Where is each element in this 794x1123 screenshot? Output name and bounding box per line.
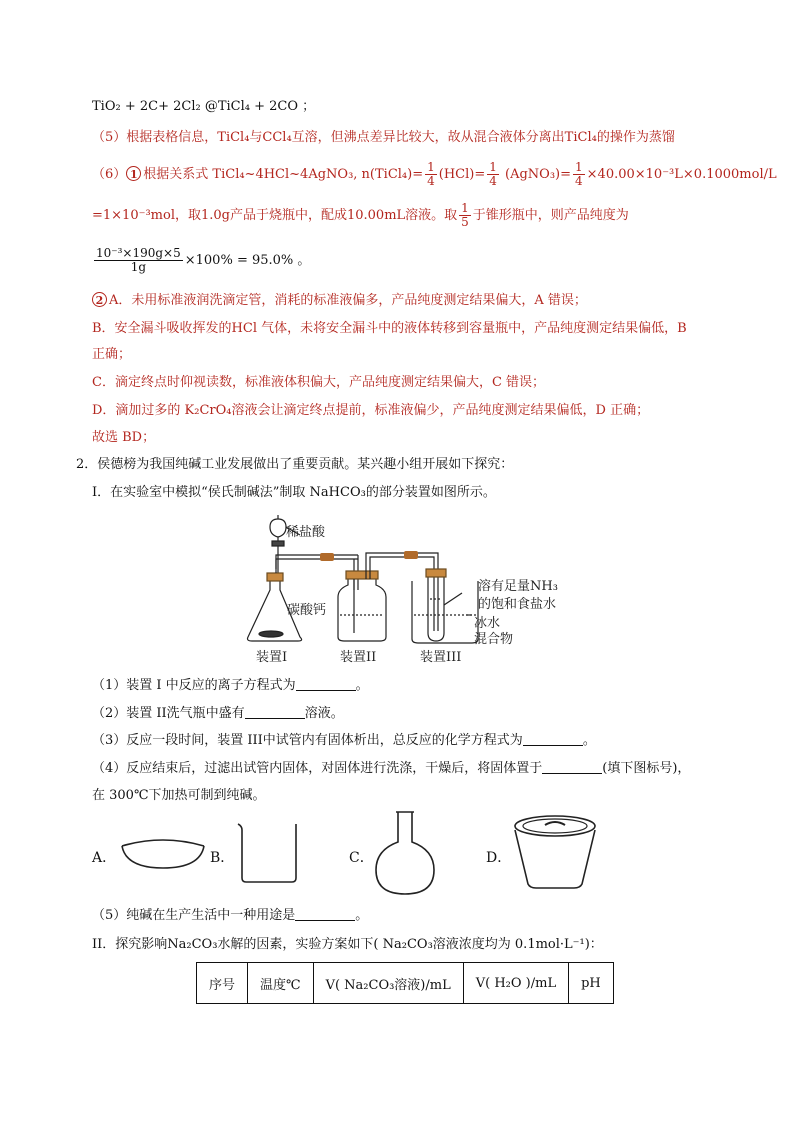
solution-option-a: 2 A．未用标准液润洗滴定管，消耗的标准液偏多，产品纯度测定结果偏大，A 错误； xyxy=(92,291,587,311)
solution-item-6: （6） 1 根据关系式 TiCl₄~4HCl~4AgNO₃, n(TiCl₄)= $\frac{1}{4}$ (HCl)= $\frac{1}{4}$ (AgNO₃)= $\frac{1}{4}$ ×40.00×10⁻³L×0.1000mol/L xyxy=(92,160,777,188)
question-2-2: （2）装置 II洗气瓶中盛有 溶液。 xyxy=(92,706,344,721)
label-apparatus-1: 装置I xyxy=(256,650,288,665)
option-a-label: A． xyxy=(92,850,117,866)
purity-formula: $\frac{\text{10⁻³×190g×5}}{1g}$ ×100% = 95.0% 。 xyxy=(96,246,311,274)
solution-answer: 故选 BD； xyxy=(92,430,156,445)
beaker-icon[interactable] xyxy=(234,820,304,886)
label-nh3-1: 溶有足量NH₃ xyxy=(478,579,558,594)
experiment-table xyxy=(196,962,614,1004)
equation-line: TiO₂ + 2C+ 2Cl₂ @TiCl₄ + 2CO ； xyxy=(92,99,316,114)
answer-blank[interactable] xyxy=(295,906,355,921)
label-nh3-2: 的饱和食盐水 xyxy=(478,597,557,612)
question-2-3: （3）反应一段时间，装置 III中试管内有固体析出，总反应的化学方程式为 。 xyxy=(92,733,596,748)
option-b-label: B． xyxy=(210,850,235,866)
part-1-heading: I．在实验室中模拟“侯氏制碱法”制取 NaHCO₃的部分装置如图所示。 xyxy=(92,485,496,500)
fraction-1-4: $\frac{1}{4}$ xyxy=(575,160,583,188)
label-ice-1: 冰水 xyxy=(474,616,501,631)
label-ice-2: 混合物 xyxy=(474,632,514,647)
question-2-4-cont: 在 300℃下加热可制到纯碱。 xyxy=(92,788,266,803)
answer-blank[interactable] xyxy=(542,759,602,774)
purity-fraction: $\frac{\text{10⁻³×190g×5}}{1g}$ xyxy=(96,246,181,274)
answer-blank[interactable] xyxy=(523,731,583,746)
part-2-heading: II．探究影响Na₂CO₃水解的因素，实验方案如下( Na₂CO₃溶液浓度均为 0.1mol·L⁻¹)： xyxy=(92,937,603,952)
fraction-1-4: $\frac{1}{4}$ xyxy=(489,160,497,188)
apparatus-2 xyxy=(338,553,430,641)
solution-option-c: C．滴定终点时仰视读数，标准液体积偏大，产品纯度测定结果偏大，C 错误； xyxy=(92,375,546,390)
solution-option-b: B．安全漏斗吸收挥发的HCl 气体，未将安全漏斗中的液体转移到容量瓶中，产品纯度测定结果偏低，B xyxy=(92,321,687,336)
solution-item-5: （5）根据表格信息，TiCl₄与CCl₄互溶，但沸点差异比较大，故从混合液体分离出TiCl₄的操作为蒸馏 xyxy=(92,130,675,145)
table-header-row xyxy=(197,963,614,1004)
option-c-label: C． xyxy=(349,850,374,866)
label-caco3: 碳酸钙 xyxy=(287,603,327,618)
question-2-stem: 2．侯德榜为我国纯碱工业发展做出了重要贡献。某兴趣小组开展如下探究： xyxy=(76,457,514,472)
answer-blank[interactable] xyxy=(296,676,356,691)
circle-number-1: 1 xyxy=(126,166,141,181)
table-header-cell: 序号 xyxy=(197,963,248,1004)
answer-blank[interactable] xyxy=(245,704,305,719)
label-apparatus-3: 装置III xyxy=(420,650,462,665)
table-header-cell: 温度℃ xyxy=(248,963,314,1004)
fraction-1-5: $\frac{1}{5}$ xyxy=(461,201,469,229)
fraction-1-4: $\frac{1}{4}$ xyxy=(427,160,435,188)
table-header-cell: pH xyxy=(569,963,614,1004)
round-bottom-flask-icon[interactable] xyxy=(370,808,440,898)
circle-number-2: 2 xyxy=(92,292,107,307)
question-2-4: （4）反应结束后，过滤出试管内固体，对固体进行洗涤，干燥后，将固体置于 (填下图标号)， xyxy=(92,761,691,776)
option-d-label: D． xyxy=(486,850,512,866)
rubber-connector xyxy=(404,551,418,559)
evaporating-dish-icon[interactable] xyxy=(118,834,208,874)
apparatus-3 xyxy=(286,527,478,643)
table-header-cell: V( H₂O )/mL xyxy=(463,963,568,1004)
label-apparatus-2: 装置II xyxy=(340,650,377,665)
label-acid: 稀盐酸 xyxy=(286,525,326,540)
question-2-5: （5）纯碱在生产生活中一种用途是 。 xyxy=(92,908,369,923)
crucible-icon[interactable] xyxy=(510,812,600,892)
solution-option-d: D．滴加过多的 K₂CrO₄溶液会让滴定终点提前，标准液偏少，产品纯度测定结果偏低，D 正确； xyxy=(92,403,650,418)
table-header-cell: V( Na₂CO₃溶液)/mL xyxy=(313,963,463,1004)
solution-line-7: =1×10⁻³mol，取1.0g产品于烧瓶中，配成10.00mL溶液。取 $\frac{1}{5}$ 于锥形瓶中，则产品纯度为 xyxy=(92,201,629,229)
question-2-1: （1）装置 I 中反应的离子方程式为 。 xyxy=(92,678,369,693)
apparatus-diagram xyxy=(240,515,580,665)
solution-option-b-cont: 正确； xyxy=(92,347,132,362)
rubber-connector xyxy=(320,553,334,561)
